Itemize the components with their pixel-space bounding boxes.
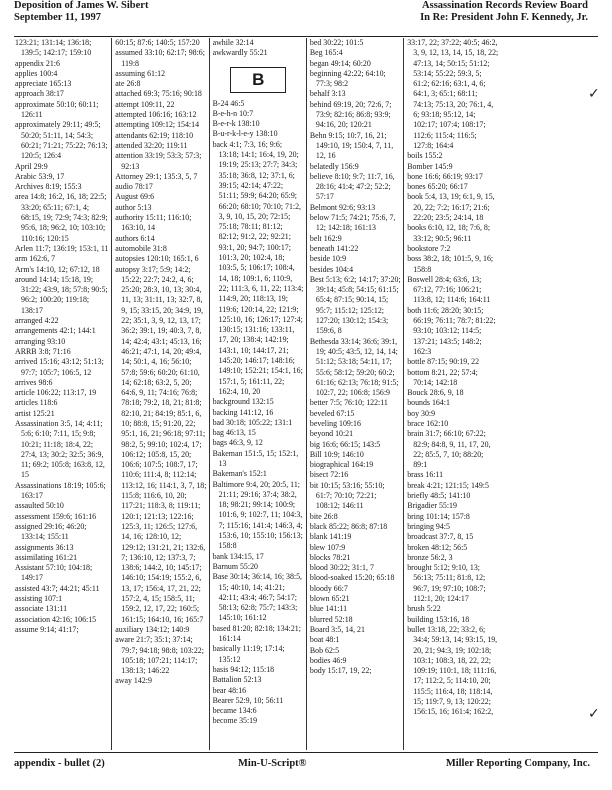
- index-entry: attached 69:3; 75:16; 90:18: [115, 89, 202, 99]
- index-entry: appreciate 165:13: [15, 79, 72, 89]
- index-entry: Bob 62:5: [309, 645, 340, 655]
- index-entry: bone 16:6; 66:19; 93:17: [407, 171, 483, 181]
- index-entry: arranged 4:22: [15, 316, 59, 326]
- index-entry: aware 21:7; 35:1; 37:14; 79:7; 94:18; 98:8; 103:22; 105:18; 107:21; 114:17; 138:13; 146:22: [115, 635, 204, 676]
- margin-checkmark-icon: ✓: [588, 706, 600, 722]
- index-entry: brain 31:7; 66:10; 67:22; 82:9; 84:8, 9, 11, 17, 20, 22; 85:5, 7, 10; 88:20; 89:1: [407, 429, 491, 470]
- index-entry: become 35:19: [212, 716, 258, 726]
- index-entry: autopsies 120:10; 165:1, 6: [115, 254, 199, 264]
- index-entry: bronze 56:2, 3: [407, 552, 453, 562]
- index-entry: B-e-r-k 138:10: [212, 119, 260, 129]
- index-entry: attempt 109:11, 22: [115, 99, 175, 109]
- index-entry: break 4:21; 121:15; 149:5: [407, 480, 489, 490]
- index-entry: Archives 8:19; 155:3: [15, 182, 82, 192]
- index-entry: Bill 10:9; 146:10: [309, 449, 364, 459]
- index-entry: boat 48:1: [309, 635, 340, 645]
- index-entry: Behn 9:15; 10:7, 16, 21; 149:10, 19; 150:4, 7, 11, 12, 16: [309, 130, 394, 161]
- index-entry: awkwardly 55:21: [212, 48, 268, 58]
- index-entry: body 15:17, 19, 22;: [309, 666, 372, 676]
- index-entry: Bomber 145:9: [407, 161, 453, 171]
- index-column: [111, 38, 208, 750]
- index-entry: approximate 50:10; 60:11; 126:11: [15, 99, 99, 120]
- index-column: [403, 38, 500, 750]
- index-entry: both 11:6; 28:20; 30:15; 66:19; 76:11; 78:7; 81:22; 93:10; 103:12; 114:5; 137:21; 143:5; 148:2; 162:3: [407, 305, 496, 356]
- index-entry: 33:17, 22; 37:22; 40:5; 46:2, 3, 9, 12, 13, 14, 15, 18, 22; 47:13, 14; 50:15; 51:12; 53:14; 55:22; 59:3, 5; 61:2; 62:16; 63:1, 4, 6; 64:1, 3; 65:1; 68:11; 74:13; 75:13, 20; 76:1, 4, 6; 93:18; 95:12, 14; 102:17; 107:4; 108:17; 112:6; 115:4; 116:5; 127:8; 164:4: [407, 38, 499, 150]
- index-entry: basically 11:19; 17:14; 135:12: [212, 644, 285, 664]
- index-entry: book 5:4, 13, 19; 6:1, 9, 15, 20, 22; 7:2; 16:17; 21:6; 22:20; 23:5; 24:14, 18: [407, 192, 495, 223]
- index-entry: 60:15; 87:6; 140:5; 157:20: [115, 38, 200, 47]
- index-entry: authority 15:11; 116:10; 163:10, 14: [115, 213, 192, 233]
- index-entry: bookstore 7:2: [407, 243, 451, 253]
- index-entry: based 81:20; 82:18; 134:21; 161:14: [212, 623, 301, 644]
- index-entry: blank 141:19: [309, 532, 352, 542]
- index-entry: attempted 106:16; 163:12: [115, 110, 197, 120]
- index-entry: Barnum 55:20: [212, 561, 258, 571]
- index-entry: Belmont 92:6; 93:13: [309, 202, 376, 212]
- index-entry: bank 134:15, 17: [212, 551, 264, 561]
- index-entry: arranging 93:10: [15, 336, 66, 346]
- board-name: Assassination Records Review Board: [422, 0, 588, 11]
- index-entry: Best 5:13; 6:2; 14:17; 37:20; 39:14; 45:8; 54:15; 61:15; 65:4; 87:15; 90:14, 15; 95:7; 115:12; 125:12; 127:20; 130:12; 154:3; 159:6, 8: [309, 274, 401, 336]
- index-entry: Arlen 11:7; 136:19; 153:1, 11: [15, 243, 109, 253]
- index-entry: attended 32:20; 119:11: [115, 140, 188, 150]
- index-entry: associate 131:11: [15, 604, 68, 614]
- index-entry: Bethesda 33:14; 36:6; 39:1, 19; 40:5; 43:5, 12, 14, 14; 51:12; 53:18; 54:11, 17; 55:6; 58:12; 59:20; 60:2; 61:16; 62:13; 76:18; 91:5; 102:7, 22; 106:8; 156:9: [309, 336, 399, 398]
- index-entry: Bouck 28:6, 9, 18: [407, 388, 464, 398]
- index-entry: Brigadier 55:19: [407, 501, 457, 511]
- index-entry: briefly 48:5; 141:10: [407, 491, 471, 501]
- index-entry: backing 141:12, 16: [212, 407, 274, 417]
- index-entry: author 5:13: [115, 202, 152, 212]
- page-header: [0, 0, 612, 40]
- index-entry: Attorney 29:1; 135:3, 5, 7: [115, 171, 198, 181]
- index-entry: besides 104:4: [309, 264, 354, 274]
- index-entry: August 69:6: [115, 192, 155, 202]
- index-entry: became 134:6: [212, 706, 257, 716]
- index-entry: bottle 87:15; 90:19, 22: [407, 357, 480, 367]
- index-entry: bring 101:14; 157:8: [407, 511, 470, 521]
- index-entry: April 29:9: [15, 161, 48, 171]
- section-letter: B: [230, 67, 286, 93]
- index-entry: bad 30:18; 105:22; 131:1: [212, 417, 293, 427]
- header-rule: [14, 36, 598, 37]
- index-entry: bear 48:16: [212, 685, 247, 695]
- index-entry: artist 125:21: [15, 408, 55, 418]
- index-entry: beneath 141:22: [309, 243, 359, 253]
- index-entry: bottom 8:21, 22; 57:4; 70:14; 142:18: [407, 367, 478, 387]
- index-entry: assisting 107:1: [15, 594, 63, 604]
- deposition-date: September 11, 1997: [14, 12, 102, 23]
- index-entry: arm 162:6, 7: [15, 254, 56, 264]
- index-entry: brace 162:10: [407, 418, 449, 428]
- index-column: [14, 38, 111, 750]
- index-entry: belt 162:9: [309, 233, 342, 243]
- index-entry: bounds 164:1: [407, 398, 450, 408]
- index-entry: awhile 32:14: [212, 38, 254, 47]
- index-entry: Bearer 52:9, 10; 56:11: [212, 695, 284, 705]
- index-entry: behalf 3:13: [309, 89, 346, 99]
- index-entry: attendants 62:19; 118:10: [115, 130, 194, 140]
- index-entry: 123:21; 131:14; 136:18; 139:5; 142:17; 159:10: [15, 38, 92, 58]
- margin-checkmark-icon: ✓: [588, 86, 600, 102]
- index-entry: beveled 67:15: [309, 408, 355, 418]
- header-right: [420, 0, 588, 24]
- index-entry: assumed 33:10; 62:17; 98:6; 119:8: [115, 48, 205, 68]
- index-entry: ARRB 3:8; 71:16: [15, 346, 71, 356]
- index-entry: boils 155:2: [407, 151, 443, 161]
- index-entry: Baltimore 9:4, 20; 20:5, 11; 21:11; 29:16; 37:4; 38:2, 18; 98:21; 99:14; 100:9; 101:6, 9; 102:7, 11; 104:3, 7; 115:16; 141:4; 146:3, 4; 153:6, 10; 155:10; 156:13; 158:8: [212, 479, 303, 551]
- index-entry: article 106:22; 113:17, 19: [15, 388, 97, 398]
- index-entry: assimilating 161:21: [15, 552, 78, 562]
- index-entry: behind 69:19, 20; 72:6, 7; 73:9; 82:16; 86:8; 93:9; 94:16, 20; 120:21: [309, 99, 392, 130]
- index-entry: assume 9:14; 41:17;: [15, 624, 79, 634]
- index-entry: applies 100:4: [15, 68, 58, 78]
- index-entry: blew 107:9: [309, 542, 346, 552]
- index-entry: bed 30:22; 101:5: [309, 38, 364, 47]
- index-entry: believe 8:10; 9:7; 11:7, 16, 28:16; 41:4; 47:2; 52:2; 57:17: [309, 171, 395, 202]
- index-entry: boss 38:2, 18; 101:5, 9, 16; 158:8: [407, 254, 494, 274]
- case-name: In Re: President John F. Kennedy, Jr.: [420, 12, 588, 23]
- index-entry: assisted 43:7; 44:21; 45:11: [15, 583, 100, 593]
- index-entry: biographical 164:19: [309, 460, 374, 470]
- index-entry: assessment 159:6; 161:16: [15, 511, 97, 521]
- index-entry: bag 46:13, 15: [212, 428, 256, 438]
- index-columns: [14, 38, 598, 750]
- index-entry: Assassination 3:5, 14; 4:11; 5:6; 6:10; 7:11, 15; 9:8; 10:21; 11:18; 18:4, 22; 27:4, 13; 30:2; 32:5; 36:9, 11; 69:2; 105:8; 163:8, 12, 15: [15, 418, 105, 480]
- index-entry: beside 10:9: [309, 254, 347, 264]
- index-entry: appendix 21:6: [15, 58, 60, 68]
- index-entry: bloody 66:7: [309, 583, 348, 593]
- index-entry: B-u-r-k-l-e-y 138:10: [212, 129, 278, 139]
- index-entry: auxiliary 134:12; 140:9: [115, 624, 190, 634]
- index-entry: below 71:5; 74:21; 75:6, 7, 12; 142:18; 161:13: [309, 213, 396, 233]
- index-entry: bisect 72:16: [309, 470, 349, 480]
- footer-brand: Min-U-Script®: [238, 758, 307, 769]
- index-entry: blown 65:21: [309, 594, 350, 604]
- index-entry: blurred 52:18: [309, 614, 353, 624]
- index-entry: ate 26:8: [115, 79, 141, 89]
- index-column: [209, 38, 306, 750]
- index-entry: brass 16:11: [407, 470, 444, 480]
- index-entry: automobile 31:8: [115, 243, 167, 253]
- index-entry: brush 5:22: [407, 604, 441, 614]
- index-entry: approximately 29:11; 49:5; 50:20; 51:11, 14; 54:3; 60:21; 71:21; 75:22; 76:13; 120:5; 126:4: [15, 120, 108, 161]
- index-entry: Boswell 28:4; 63:6, 13; 67:12, 77:16; 106:21; 113:8, 12; 114:6; 164:11: [407, 274, 491, 305]
- index-entry: Beg 165:4: [309, 48, 343, 58]
- index-entry: B-24 46:5: [212, 98, 245, 108]
- footer-company: Miller Reporting Company, Inc.: [445, 758, 590, 769]
- index-entry: bit 10:15; 53:16; 55:10; 61:7; 70:10; 72:21; 108:12; 146:11: [309, 480, 385, 511]
- index-entry: assignments 36:13: [15, 542, 74, 552]
- index-entry: building 153:16, 18: [407, 614, 470, 624]
- index-entry: bullet 13:18, 22; 33:2, 6; 34:4; 59:13, 14; 93:15, 19, 20, 21; 94:3, 19; 102:18; 103:1; 108:3, 18, 22, 22; 109:19; 110:1, 18; 111:16, 17; 112:2, 5; 114:10, 20; 115:5; 116:4, 18; 118:14, 15; 119:7, 9, 13; 120:22; 156:15, 16; 161:4; 162:2,: [407, 624, 498, 717]
- index-entry: audio 78:17: [115, 182, 153, 192]
- index-entry: area 14:8; 16:2, 16, 18; 22:5; 33:20; 65:11; 67:1, 4; 68:15, 19; 72:9; 74:3; 82:9; 95:6, 18; 96:2, 10; 103:10; 110:16; 120:15: [15, 192, 108, 243]
- index-entry: beveling 109:16: [309, 418, 361, 428]
- index-entry: big 16:6; 66:15; 143:5: [309, 439, 381, 449]
- index-entry: assigned 29:16; 46:20; 133:14; 155:11: [15, 521, 87, 542]
- index-entry: background 132:15: [212, 397, 274, 407]
- index-entry: around 14:14; 15:18, 19; 31:22; 43:9, 18; 57:8; 90:5; 96:2; 100:20; 119:18; 138:17: [15, 274, 108, 315]
- index-entry: B-e-h-n 10:7: [212, 108, 254, 118]
- index-entry: bite 26:8: [309, 511, 338, 521]
- index-entry: bags 46:3, 9, 12: [212, 438, 263, 448]
- index-entry: attention 33:19; 53:3; 57:3; 92:13: [115, 151, 202, 171]
- index-entry: association 42:16; 106:15: [15, 614, 97, 624]
- index-entry: arrives 98:6: [15, 377, 53, 387]
- index-column: [306, 38, 403, 750]
- index-entry: Arabic 53:9, 17: [15, 171, 65, 181]
- footer-range: appendix - bullet (2): [14, 758, 105, 769]
- index-entry: assaulted 50:10: [15, 501, 64, 511]
- index-entry: assuming 61:12: [115, 68, 166, 78]
- index-entry: bodies 46:9: [309, 655, 347, 665]
- index-entry: back 4:1; 7:3, 16; 9:6; 13:18; 14:1; 16:4, 19, 20; 19:19; 25:13; 27:7; 34:3; 35:18; 36:8, 12; 37:1, 6; 39:15; 42:14; 47:22; 51:11; 59:9; 64:20; 65:9; 66:20; 68:10; 70:10; 71:2, 3, 9, 10, 15, 20; 72:15; 75:18; 78:11; 81:12; 82:12; 91:2, 22; 92:21; 93:1, 20; 94:7; 100:17; 101:3, 20; 102:4, 18; 103:5, 5; 106:17; 108:4, 14, 18; 109:1, 6; 110:9, 22; 111:3, 6, 11, 22; 113:4; 114:9, 20; 118:13, 19; 119:6; 120:14, 22; 121:9; 125:10, 16; 126:17; 127:4; 130:15; 131:16; 133:11, 17, 20; 138:4; 142:19; 143:1, 10; 144:17, 21; 145:20; 146:17; 148:16; 149:10; 152:21; 154:1, 16; 157:1, 5; 161:11, 22; 162:4, 10, 20: [212, 139, 304, 396]
- index-entry: Board 3:5, 14, 21: [309, 624, 365, 634]
- index-entry: attempting 109:12; 154:14: [115, 120, 200, 130]
- index-entry: boy 30:9: [407, 408, 436, 418]
- index-entry: articles 118:6: [15, 398, 58, 408]
- index-entry: authors 6:14: [115, 233, 155, 243]
- index-entry: Arm's 14:10, 12; 67:12, 18: [15, 264, 100, 274]
- index-entry: began 49:14; 60:20: [309, 58, 371, 68]
- index-entry: broken 48:12; 56:5: [407, 542, 468, 552]
- index-entry: blocks 78:21: [309, 552, 351, 562]
- index-entry: bringing 94:5: [407, 521, 450, 531]
- index-entry: away 142:9: [115, 676, 152, 686]
- index-entry: blue 141:11: [309, 604, 348, 614]
- index-entry: beginning 42:22; 64:10; 77:3; 98:2: [309, 68, 386, 89]
- index-entry: Assassinations 18:19; 105:6; 163:17: [15, 480, 106, 501]
- index-entry: blood 30:22; 31:1, 7: [309, 563, 374, 573]
- index-entry: Bakeman 151:5, 15; 152:1, 13: [212, 448, 299, 468]
- index-entry: Assistant 57:10; 104:18; 149:17: [15, 563, 93, 583]
- index-entry: Base 30:14; 36:14, 16; 38:5, 15; 40:10, 14; 41:21; 42:11; 43:4; 46:7; 54:17; 58:13; 62:8; 75:7; 143:3; 145:10; 161:12: [212, 572, 303, 623]
- index-entry: autopsy 3:17; 5:9; 14:2; 15:22; 22:7; 24:2, 4, 6; 25:20; 28:3, 10, 13; 30:4, 11, 13; 31:11, 13; 32:7, 8, 9, 15; 33:15, 20; 34:9, 19, 22; 35:1, 3, 9, 12, 13, 17; 36:2; 39:1, 19; 40:3, 7, 8, 14; 42:4; 43:1; 45:13, 16; 46:21; 47:1, 14, 20; 49:4, 14; 50:1, 4, 16; 56:10; 57:8; 59:6; 60:20; 61:10, 14; 62:18; 63:2, 5, 20; 64:6, 9, 11; 74:16; 76:8; 78:18; 79:2, 18, 21; 81:8; 82:10, 21; 84:19; 85:1, 6, 10; 88:8, 15; 91:20, 22; 95:1, 16, 21; 96:18; 97:11; 98:2, 5; 99:10; 102:4, 17; 106:12; 105:8, 15, 20; 106:6; 107:5; 108:7, 17; 110:6; 111:4, 8; 112:14; 113:12, 16; 114:1, 3, 7, 18; 115:8; 116:6, 10, 20; 117:21; 118:3, 8; 119:11; 120:1; 121:13; 122:16; 125:3, 11; 126:5; 127:6, 14, 16; 128:10, 12; 129:12; 131:21, 21; 132:6, 7; 136:10, 12; 137:3, 7; 138:6; 144:2, 10; 145:17; 146:10; 154:19; 155:2, 6, 13, 17; 156:4, 17, 21, 22; 157:2, 4, 15; 158:5, 11; 159:2, 12, 17, 22; 160:5; 161:15; 164:10, 16; 165:7: [115, 264, 207, 624]
- index-entry: basis 94:12; 115:18: [212, 664, 275, 674]
- index-entry: better 7:5; 76:10; 122:11: [309, 398, 388, 408]
- header-left: [14, 0, 148, 24]
- index-entry: beyond 10:21: [309, 429, 354, 439]
- index-entry: Bakeman's 152:1: [212, 469, 267, 479]
- index-entry: brought 5:12; 9:10, 13; 56:13; 75:11; 81:8, 12; 96:7, 19; 97:10; 108:7; 112:1, 20; 124:17: [407, 563, 486, 604]
- index-entry: blood-soaked 15:20; 65:18: [309, 573, 395, 583]
- deposition-title: Deposition of James W. Sibert: [14, 0, 149, 11]
- index-entry: Battalion 52:13: [212, 675, 262, 685]
- index-entry: arrived 15:16; 43:12; 51:13; 97:7; 105:7; 106:5, 12: [15, 357, 104, 377]
- page-footer: [14, 758, 598, 778]
- index-entry: belatedly 156:9: [309, 161, 359, 171]
- index-entry: black 85:22; 86:8; 87:18: [309, 521, 388, 531]
- index-entry: broadcast 37:7, 8, 15: [407, 532, 474, 542]
- footer-rule: [14, 752, 598, 753]
- index-entry: approach 38:17: [15, 89, 64, 99]
- index-entry: bones 65:20; 66:17: [407, 182, 468, 192]
- index-entry: books 6:10, 12, 18; 7:6, 8; 33:12; 90:5; 96:11: [407, 223, 491, 243]
- index-entry: arrangements 42:1; 144:1: [15, 326, 96, 336]
